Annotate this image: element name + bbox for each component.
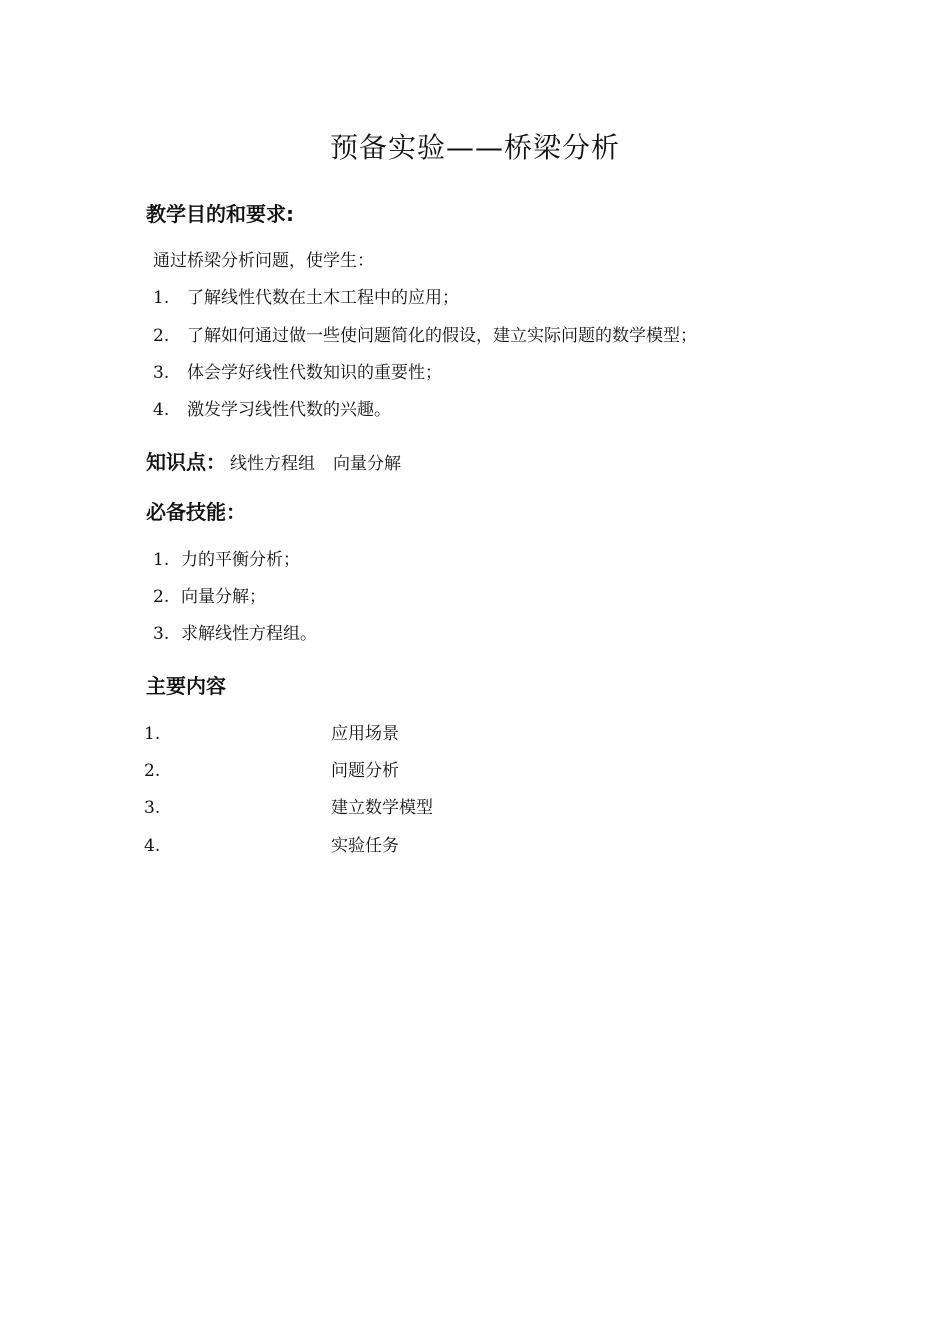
contents-heading: 主要内容 — [146, 674, 226, 698]
objective-text: 了解如何通过做一些使问题简化的假设，建立实际问题的数学模型； — [187, 326, 697, 346]
skills-heading: 必备技能： — [146, 500, 246, 524]
skill-number: 1. — [153, 550, 170, 570]
contents-number: 1. — [144, 724, 161, 744]
contents-item — [144, 834, 399, 858]
skill-item — [153, 622, 317, 646]
contents-text: 应用场景 — [331, 724, 399, 744]
objective-item — [153, 324, 697, 348]
objective-text: 激发学习线性代数的兴趣。 — [187, 400, 391, 420]
contents-item — [144, 759, 399, 783]
objective-number: 1. — [153, 288, 170, 308]
contents-number: 4. — [144, 836, 161, 856]
contents-text: 问题分析 — [331, 761, 399, 781]
objective-number: 4. — [153, 400, 170, 420]
objective-text: 体会学好线性代数知识的重要性； — [187, 363, 442, 383]
contents-number: 3. — [144, 798, 161, 818]
skill-text: 求解线性方程组。 — [181, 624, 317, 644]
skill-text: 向量分解； — [181, 587, 266, 607]
page-title: 预备实验——桥梁分析 — [329, 131, 620, 164]
objective-item — [153, 286, 459, 310]
skill-text: 力的平衡分析； — [181, 550, 300, 570]
skill-number: 2. — [153, 587, 170, 607]
objective-item — [153, 398, 391, 422]
objective-number: 3. — [153, 363, 170, 383]
objective-item — [153, 361, 442, 385]
objective-number: 2. — [153, 326, 170, 346]
knowledge-point: 线性方程组 — [230, 454, 315, 474]
knowledge-heading: 知识点： — [146, 450, 226, 474]
knowledge-point: 向量分解 — [333, 454, 401, 474]
objectives-intro: 通过桥梁分析问题，使学生： — [153, 251, 374, 271]
contents-text: 实验任务 — [331, 836, 399, 856]
objective-text: 了解线性代数在土木工程中的应用； — [187, 288, 459, 308]
contents-item — [144, 722, 399, 746]
contents-item — [144, 796, 433, 820]
skill-item — [153, 585, 266, 609]
skill-item — [153, 548, 300, 572]
skill-number: 3. — [153, 624, 170, 644]
contents-number: 2. — [144, 761, 161, 781]
objectives-heading: 教学目的和要求: — [146, 202, 294, 226]
knowledge-row — [146, 448, 401, 478]
contents-text: 建立数学模型 — [331, 798, 433, 818]
